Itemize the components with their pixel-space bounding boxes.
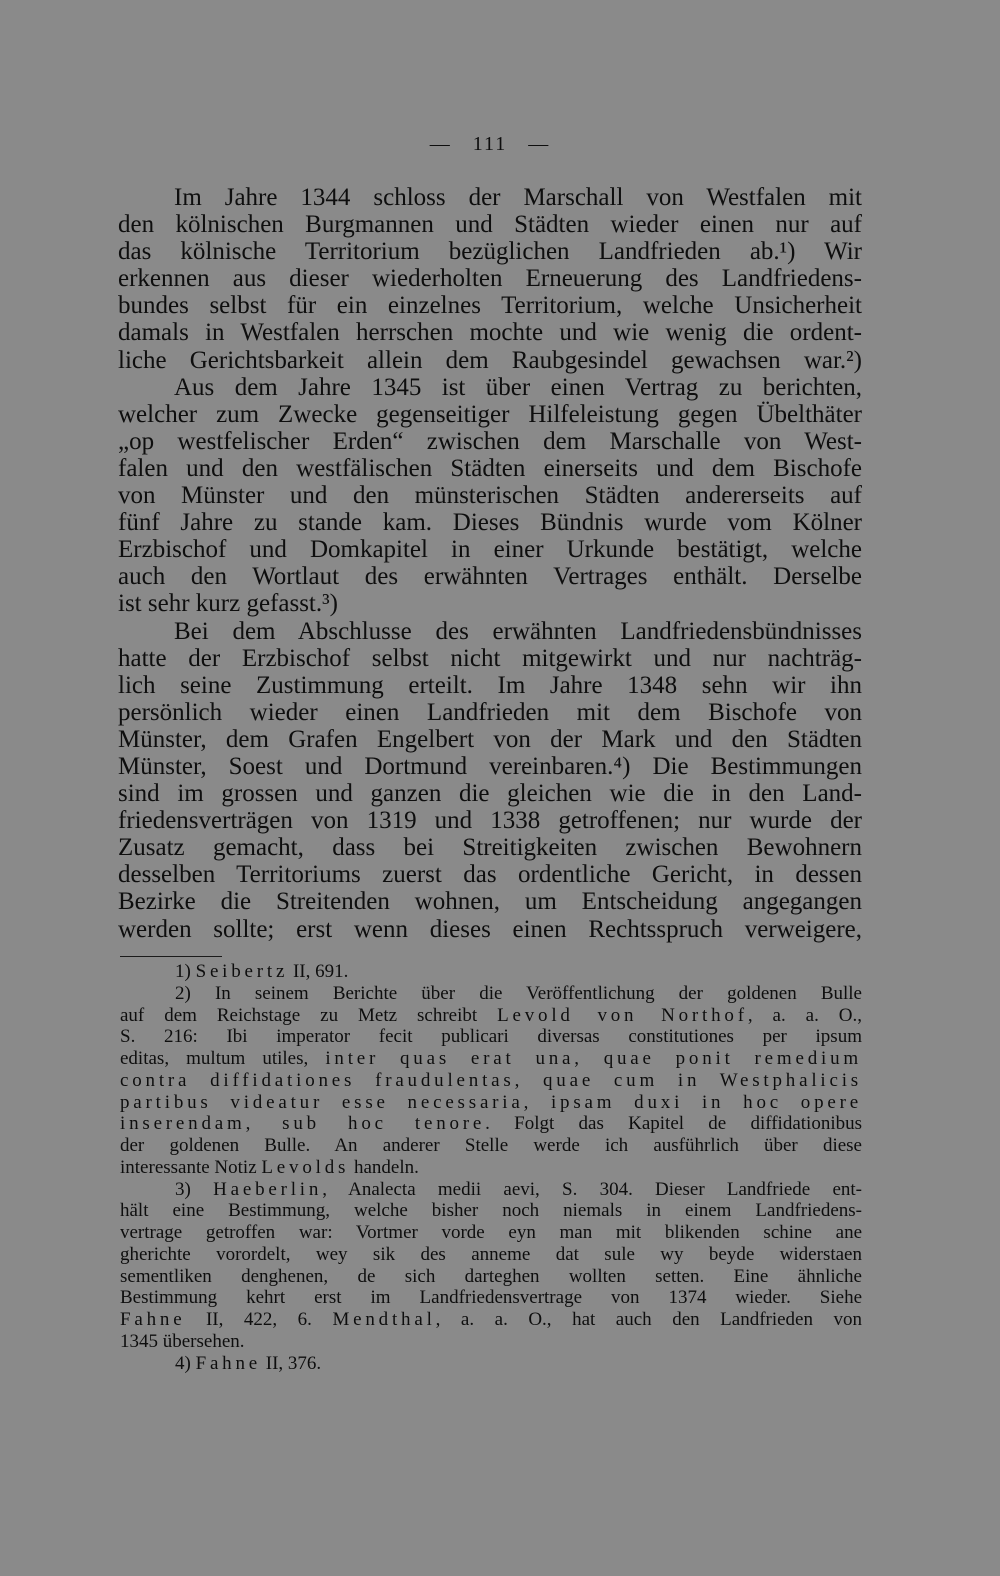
paragraph — [118, 184, 862, 374]
footnote-line: gherichte vorordelt, wey sik des anneme dat sule wy beyde widerstaen — [120, 1243, 862, 1265]
text-line: Zusatz gemacht, dass bei Streitigkeiten zwischen Bewohnern — [118, 834, 862, 862]
spaced-text: Mendthal — [332, 1309, 436, 1330]
text-line: erkennen aus dieser wiederholten Erneuerung des Landfriedens- — [118, 265, 862, 293]
text-line: Aus dem Jahre 1345 ist über einen Vertrag zu berichten, — [174, 373, 862, 401]
text-line: bundes selbst für ein einzelnes Territorium, welche Unsicherheit — [118, 292, 862, 320]
text-line: hatte der Erzbischof selbst nicht mitgewirkt und nur nachträg- — [118, 644, 862, 672]
footnote — [120, 961, 862, 983]
footnote-line — [120, 1309, 862, 1331]
footnote-line: hält eine Bestimmung, welche bisher noch niemals in einem Landfriedens- — [120, 1200, 862, 1222]
footnote-line — [120, 1353, 862, 1375]
text-run: 1) — [175, 961, 196, 982]
text-run: , a. a. O., — [747, 1004, 862, 1026]
text-line: Bezirke die Streitenden wohnen, um Entscheidung angegangen — [118, 888, 862, 916]
footnote — [120, 983, 862, 1179]
text-run: interessante Notiz — [120, 1156, 262, 1178]
text-line: desselben Territoriums zuerst das ordentliche Gericht, in dessen — [118, 861, 862, 889]
text-run: II, 691. — [288, 961, 349, 982]
footnote-line: vertrage getroffen war: Vortmer vorde eyn man mit blikenden schine ane — [120, 1222, 862, 1243]
text-line: den kölnischen Burgmannen und Städten wieder einen nur auf — [118, 211, 862, 239]
text-line: Münster, dem Grafen Engelbert von der Mark und den Städten — [118, 725, 862, 753]
text-run: auf dem Reichstage zu Metz schreibt — [120, 1004, 498, 1026]
text-line: „op westfelischer Erden“ zwischen dem Marschalle von West- — [118, 427, 862, 455]
paragraph — [118, 374, 862, 618]
footnote-line — [120, 1070, 862, 1092]
text-line: ist sehr kurz gefasst.³) — [118, 590, 338, 618]
spaced-text: inserendam, sub hoc tenore — [120, 1113, 486, 1135]
text-line: damals in Westfalen herrschen mochte und wie wenig die ordent- — [118, 319, 862, 347]
footnote-line — [120, 1179, 862, 1201]
text-run: II, 422, 6. — [185, 1309, 333, 1330]
text-line: auch den Wortlaut des erwähnten Vertrages enthält. Derselbe — [118, 563, 862, 591]
spaced-text: partibus videatur esse necessaria, ipsam duxi in hoc opere — [120, 1091, 862, 1113]
spaced-text: contra diffidationes fraudulentas, quae cum in Westphalicis — [120, 1069, 862, 1091]
main-text — [118, 184, 862, 943]
spaced-text: Haeberlin — [213, 1178, 323, 1200]
footnote — [120, 1353, 862, 1375]
spaced-text: Seibertz — [195, 961, 289, 982]
text-line: fünf Jahre zu stande kam. Dieses Bündnis wurde vom Kölner — [118, 509, 862, 537]
footnote-line: sementliken denghenen, de sich darteghen wollten setten. Eine ähnliche — [120, 1265, 862, 1287]
text-run: , Analecta medii aevi, S. 304. Dieser Landfriede ent- — [322, 1178, 862, 1200]
text-run: editas, multum utiles, — [120, 1048, 326, 1069]
spaced-text: Fahne — [120, 1309, 186, 1330]
footnote-line: 1345 übersehen. — [120, 1330, 245, 1352]
paragraph — [118, 618, 862, 943]
footnote — [120, 1179, 862, 1353]
footnote-line — [120, 1113, 862, 1135]
footnote-line — [120, 1048, 862, 1070]
spaced-text: Fahne — [195, 1352, 262, 1374]
text-run: , a. a. O., hat auch den Landfrieden von — [435, 1309, 863, 1330]
footnote-line: S. 216: Ibi imperator fecit publicari diversas constitutiones per ipsum — [120, 1026, 862, 1048]
text-line: Bei dem Abschlusse des erwähnten Landfriedensbündnisses — [174, 617, 862, 645]
footnote-rule — [120, 956, 222, 957]
text-run: handeln. — [349, 1156, 419, 1178]
text-run: II, 376. — [261, 1352, 322, 1374]
text-line: das kölnische Territorium bezüglichen Landfrieden ab.¹) Wir — [118, 238, 862, 266]
text-line: persönlich wieder einen Landfrieden mit dem Bischofe von — [118, 698, 862, 726]
text-line: friedensverträgen von 1319 und 1338 getroffenen; nur wurde der — [118, 807, 862, 835]
footnote-line — [120, 1092, 862, 1114]
footnote-line: Bestimmung kehrt erst im Landfriedensvertrage von 1374 wieder. Siehe — [120, 1287, 862, 1309]
text-line: Erzbischof und Domkapitel in einer Urkunde bestätigt, welche — [118, 536, 862, 564]
spaced-text: inter quas erat una, quae ponit remedium — [325, 1048, 862, 1069]
text-line: werden sollte; erst wenn dieses einen Rechtsspruch verweigere, — [118, 915, 862, 943]
spaced-text: Levolds — [261, 1156, 350, 1178]
text-line: liche Gerichtsbarkeit allein dem Raubgesindel gewachsen war.²) — [118, 346, 862, 374]
text-run: 3) — [175, 1178, 214, 1200]
text-run: . Folgt das Kapitel de diffidationibus — [485, 1113, 862, 1135]
text-line: sind im grossen und ganzen die gleichen wie die in den Land- — [118, 780, 862, 808]
text-line: lich seine Zustimmung erteilt. Im Jahre 1348 sehn wir ihn — [118, 671, 862, 699]
footnote-line: der goldenen Bulle. An anderer Stelle werde ich ausführlich über diese — [120, 1135, 862, 1156]
footnote-line — [120, 1005, 862, 1027]
page-number: — 111 — — [429, 133, 551, 155]
footnote-line: 2) In seinem Berichte über die Veröffentlichung der goldenen Bulle — [175, 982, 862, 1004]
text-line: welcher zum Zwecke gegenseitiger Hilfeleistung gegen Übelthäter — [118, 400, 862, 428]
footnote-line — [120, 1157, 862, 1179]
text-run: 4) — [175, 1352, 196, 1374]
text-line: Münster, Soest und Dortmund vereinbaren.⁴) Die Bestimmungen — [118, 752, 862, 780]
text-line: von Münster und den münsterischen Städten andererseits auf — [118, 482, 862, 510]
spaced-text: Levold von Northof — [497, 1004, 748, 1026]
footnotes — [120, 961, 862, 1374]
text-line: falen und den westfälischen Städten einerseits und dem Bischofe — [118, 454, 862, 482]
text-line: Im Jahre 1344 schloss der Marschall von Westfalen mit — [174, 184, 862, 211]
footnote-line — [120, 961, 862, 983]
